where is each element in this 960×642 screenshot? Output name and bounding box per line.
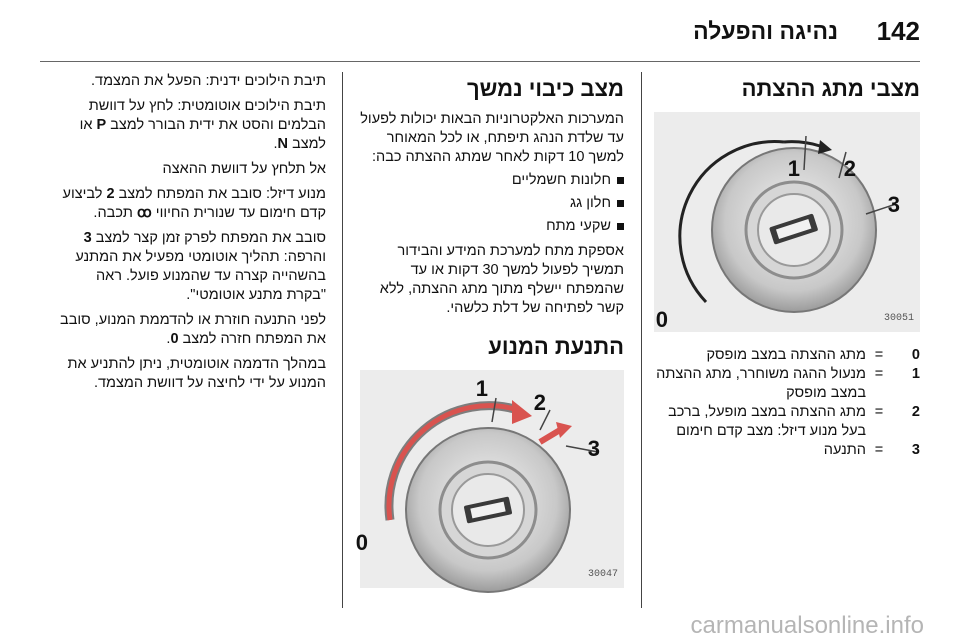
figure-label-1: 1 — [787, 156, 800, 181]
figure-label-2: 2 — [843, 156, 856, 181]
manual-transmission-paragraph: תיבת הילוכים ידנית: הפעל את המצמד. — [91, 73, 326, 89]
legend-text: מתג ההצתה במצב מופסק — [706, 347, 866, 363]
legend-key: 0 — [911, 347, 920, 363]
middle-column — [356, 76, 624, 588]
autostop-paragraph: במהלך הדממה אוטומטית, ניתן להתניע את המנוע על ידי לחיצה על דוושת המצמד. — [67, 356, 326, 391]
left-column — [60, 72, 326, 393]
retained-power-paragraph: המערכות האלקטרוניות הבאות יכולות לפעול עד שלדת הנהג תיפתח, או לכל המאוחר למשך 10 דקות לאחר שמתג ההצתה כבה: — [360, 111, 624, 165]
bullet-item — [356, 194, 624, 213]
starting-engine-figure — [355, 370, 624, 588]
section-title-starting-engine: התנעת המנוע — [488, 334, 624, 359]
position-3: 3 — [83, 230, 92, 246]
glow-plug-icon: ꝏ — [136, 205, 152, 221]
infotainment-paragraph: אספקת מתח למערכת המידע והבידור תמשיך לפעול למשך 30 דקות או עד שהמפתח יישלף מתוך מתג ההצתה, ללא קשר לפתיחה של דלת כלשהי. — [379, 243, 624, 316]
ignition-switch-illustration — [654, 112, 920, 332]
ignition-legend — [652, 346, 920, 460]
text-segment: או למצב — [79, 117, 326, 152]
header-divider — [40, 61, 920, 62]
figure-label-1: 1 — [475, 376, 488, 401]
legend-text: מנעול ההגה משוחרר, מתג ההצתה במצב מופסק — [656, 366, 866, 401]
accelerator-paragraph: אל תלחץ על דוושת ההאצה — [162, 161, 326, 177]
figure-label-0: 0 — [355, 530, 368, 555]
figure-number: 30047 — [587, 569, 618, 580]
chapter-title: נהיגה והפעלה — [693, 18, 838, 44]
automatic-transmission-paragraph: תיבת הילוכים אוטומטית: לחץ על דוושת הבלמים והסט את ידית הבורר למצב P או למצב N. — [79, 98, 326, 152]
legend-item — [652, 403, 920, 441]
legend-text: מתג ההצתה במצב מופעל, ברכב בעל מנוע דיזל: מצב קדם חימום — [668, 404, 866, 439]
bullet-item — [356, 171, 624, 190]
column-divider-left — [342, 72, 343, 608]
bullet-list — [356, 171, 624, 236]
legend-equals: = — [874, 404, 884, 420]
gear-n: N — [277, 136, 289, 152]
gear-p: P — [96, 117, 107, 133]
section-title-retained-power: מצב כיבוי נמשך — [466, 76, 624, 101]
legend-text: התנעה — [823, 442, 866, 458]
figure-number: 30051 — [883, 313, 914, 324]
legend-equals: = — [874, 366, 884, 382]
text-segment: לפני התנעה חוזרת או להדממת המנוע, סובב את המפתח חזרה למצב — [60, 312, 326, 347]
bullet-text: שקעי מתח — [546, 218, 611, 234]
diesel-paragraph — [60, 185, 326, 223]
column-divider-right — [641, 72, 642, 608]
bullet-icon — [617, 223, 624, 230]
text-segment: תיבת הילוכים אוטומטית: לחץ על דוושת הבלמים והסט את ידית הבורר למצב — [88, 98, 326, 133]
legend-item — [652, 346, 920, 365]
legend-key: 2 — [911, 404, 920, 420]
figure-label-3: 3 — [887, 192, 900, 217]
watermark: carmanualsonline.info — [690, 612, 924, 639]
page-number: 142 — [876, 16, 920, 46]
bullet-icon — [617, 200, 624, 207]
page-header — [0, 0, 960, 60]
figure-label-0: 0 — [655, 307, 668, 332]
legend-key: 3 — [911, 442, 920, 458]
bullet-item — [356, 217, 624, 236]
text-segment: מנוע דיזל: סובב את המפתח למצב — [118, 186, 326, 202]
text-segment: לביצוע קדם חימום עד שנורית החיווי — [62, 186, 326, 221]
section-title-ignition-positions: מצבי מתג ההצתה — [741, 76, 920, 101]
figure-label-3: 3 — [587, 436, 600, 461]
figure-label-2: 2 — [533, 390, 546, 415]
bullet-icon — [617, 177, 624, 184]
legend-equals: = — [874, 442, 884, 458]
start-paragraph — [60, 229, 326, 305]
text-segment: תכבה. — [93, 205, 133, 221]
restart-paragraph: לפני התנעה חוזרת או להדממת המנוע, סובב את המפתח חזרה למצב 0. — [60, 312, 326, 347]
starting-engine-illustration — [355, 370, 624, 588]
text-segment: והרפה: תהליך אוטומטי מפעיל את המתנע בהשהייה קצרה עד שהמנוע פועל. ראה "בקרת מתנע אוטומטי". — [75, 249, 326, 303]
text-segment: סובב את המפתח לפרק זמן קצר למצב — [95, 230, 326, 246]
bullet-text: חלון גג — [569, 195, 611, 211]
right-column — [652, 76, 920, 460]
ignition-switch-figure — [654, 112, 920, 332]
position-2: 2 — [106, 186, 115, 202]
position-0: 0 — [170, 331, 179, 347]
bullet-text: חלונות חשמליים — [511, 172, 611, 188]
legend-item — [652, 365, 920, 403]
legend-item — [652, 441, 920, 460]
legend-equals: = — [874, 347, 884, 363]
legend-key: 1 — [911, 366, 920, 382]
